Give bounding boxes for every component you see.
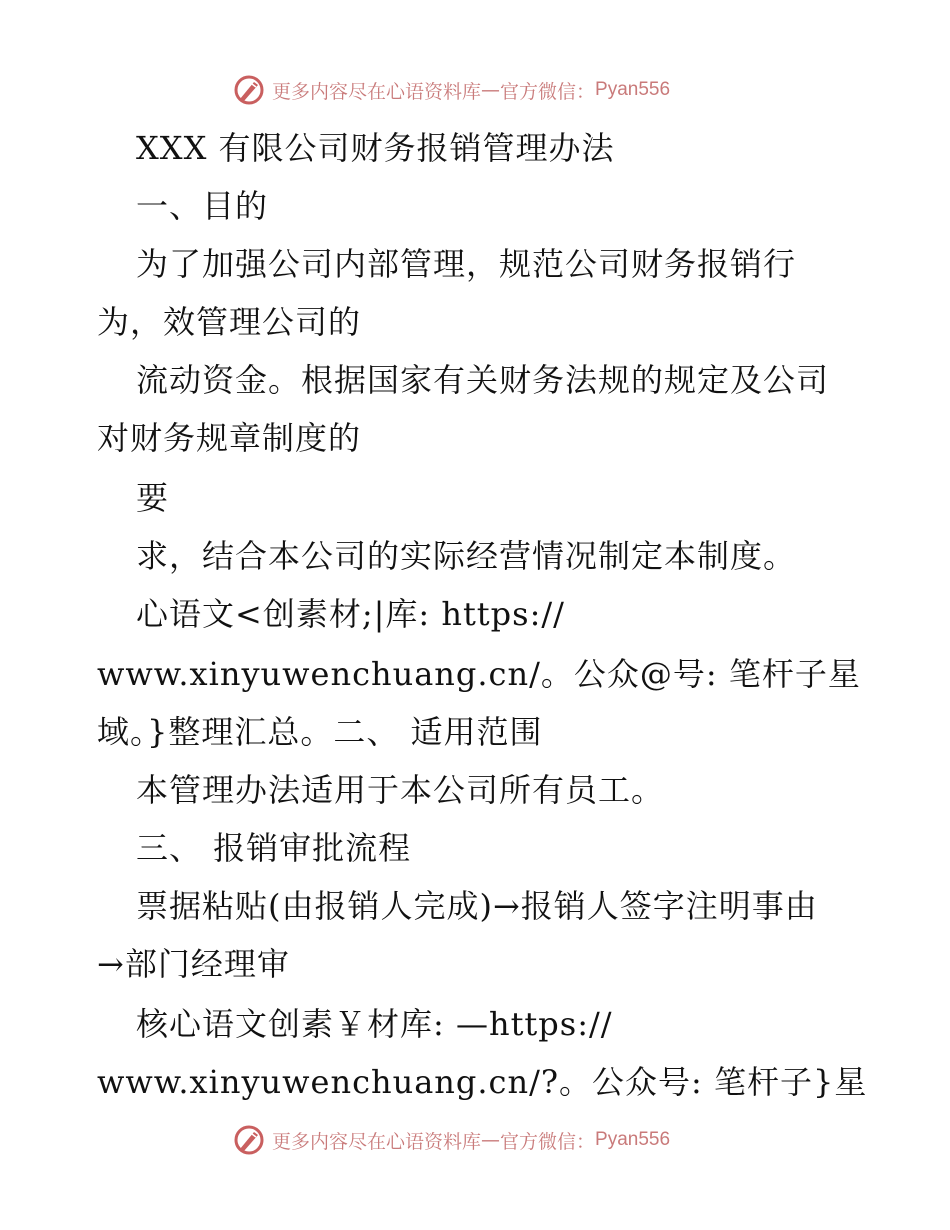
banner-wechat-label: 官方微信： (500, 80, 596, 103)
banner-wechat-id: Pyan556 (595, 1129, 671, 1150)
paragraph-line: 对财务规章制度的 (97, 419, 362, 457)
header-watermark-banner (232, 72, 670, 108)
paragraph-line: 票据粘贴(由报销人完成)→报销人签字注明事由 (136, 887, 818, 925)
section-heading-purpose: 一、目的 (136, 187, 269, 225)
banner-wechat-label: 官方微信： (500, 1130, 596, 1153)
paragraph-line: 为了加强公司内部管理，规范公司财务报销行 (136, 245, 797, 283)
banner-tagline: 更多内容尽在心语资料库 (272, 80, 482, 103)
paragraph-line: 域。}整理汇总。二、 适用范围 (97, 713, 543, 751)
paragraph-line: 为，效管理公司的 (97, 303, 362, 341)
paragraph-line: 流动资金。根据国家有关财务法规的规定及公司 (136, 361, 830, 399)
paragraph-line: 要 (136, 479, 170, 517)
section-heading-approval-process: 三、 报销审批流程 (136, 829, 412, 867)
quill-circle-icon (232, 1123, 266, 1157)
footer-watermark-banner (232, 1122, 670, 1158)
banner-wechat-id: Pyan556 (595, 79, 671, 100)
document-title: XXX 有限公司财务报销管理办法 (136, 129, 615, 167)
paragraph-line: 核心语文创素￥材库: —https:// (136, 1005, 613, 1043)
banner-tagline: 更多内容尽在心语资料库 (272, 1130, 482, 1153)
paragraph-line: 心语文<创素材;|库: https:// (136, 595, 565, 633)
paragraph-line: 求，结合本公司的实际经营情况制定本制度。 (136, 537, 797, 575)
paragraph-line: 本管理办法适用于本公司所有员工。 (136, 771, 665, 809)
banner-separator: — (481, 79, 501, 101)
banner-separator: — (481, 1129, 501, 1151)
paragraph-line: →部门经理审 (97, 945, 290, 983)
paragraph-line: www.xinyuwenchuang.cn/?。公众号: 笔杆子}星 (97, 1063, 868, 1101)
quill-circle-icon (232, 73, 266, 107)
paragraph-line: www.xinyuwenchuang.cn/。公众@号: 笔杆子星 (97, 655, 861, 693)
